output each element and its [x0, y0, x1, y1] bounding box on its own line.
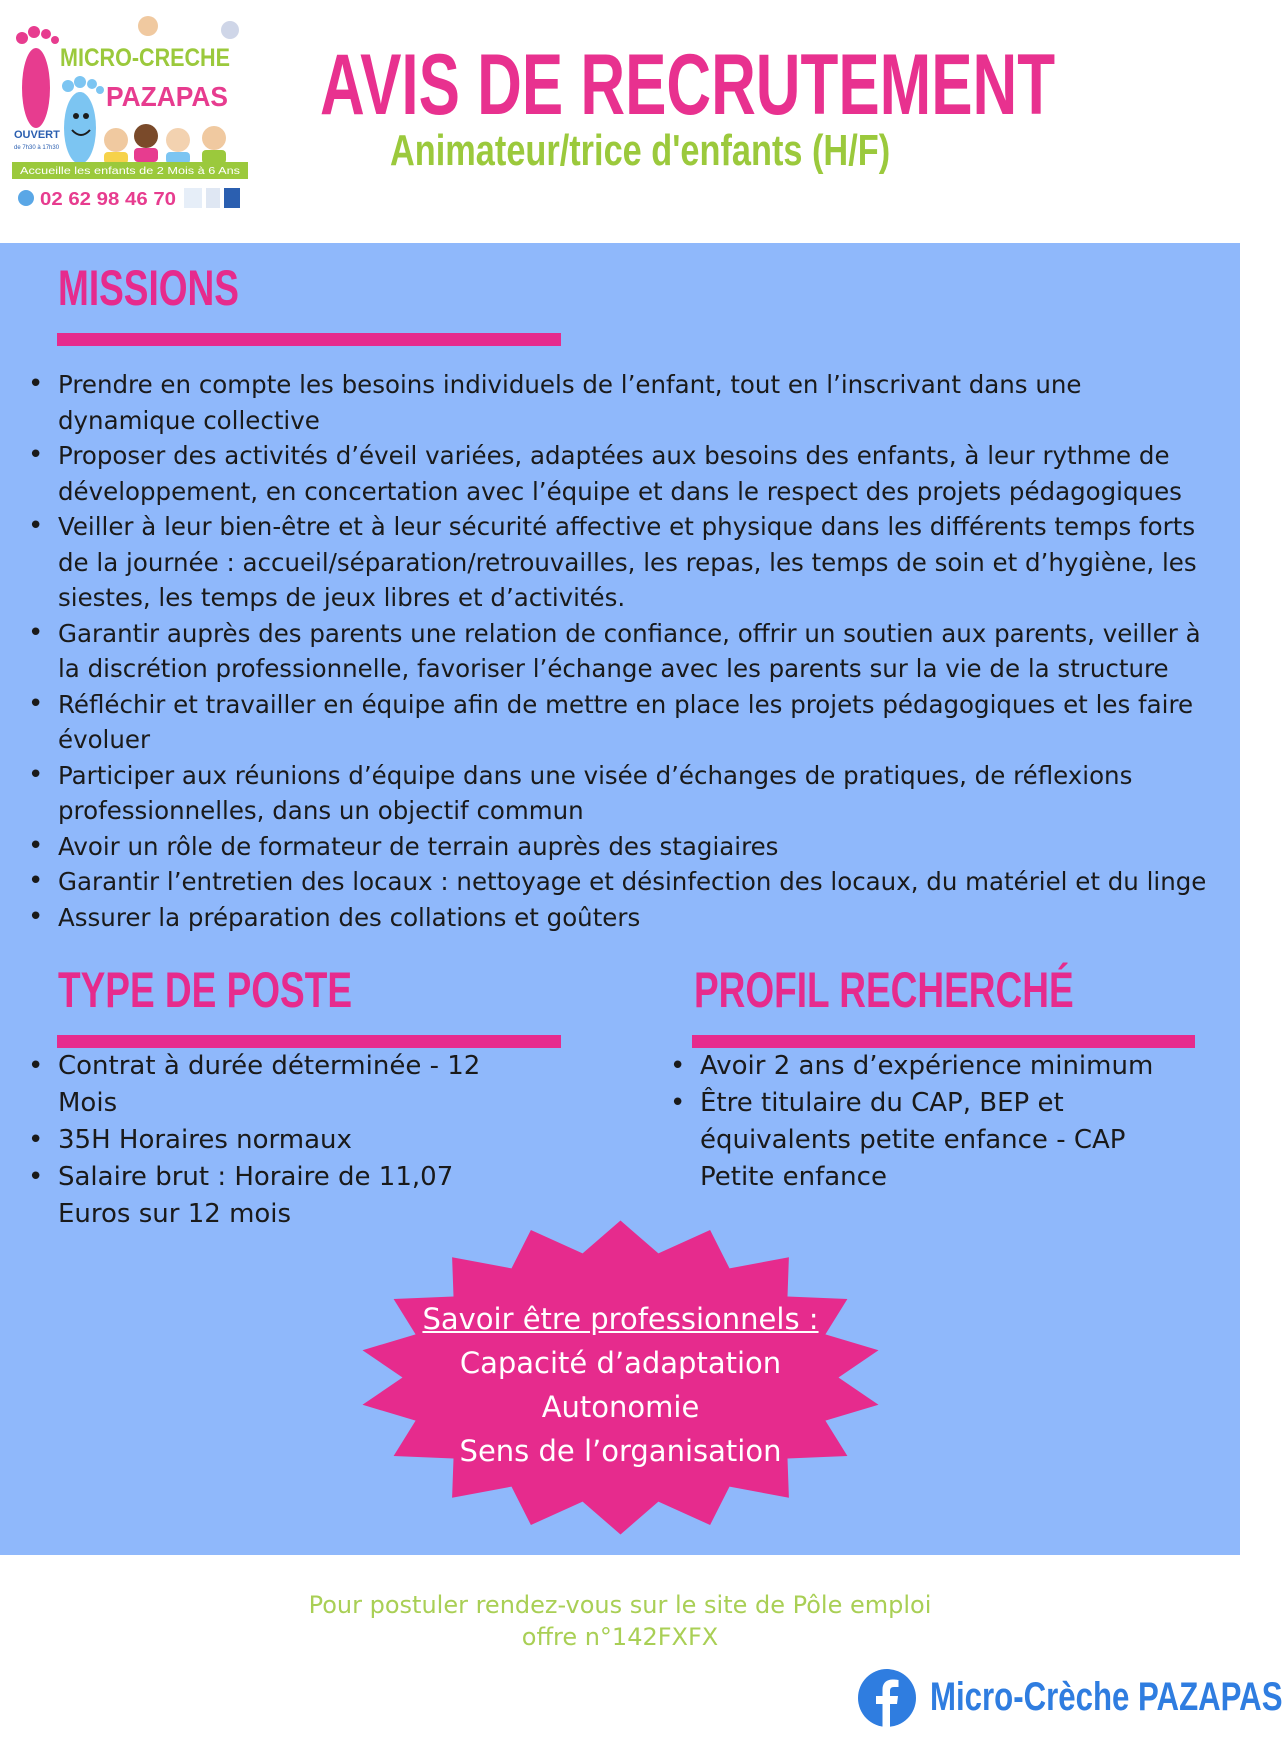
savoir-etre-item: Autonomie [541, 1390, 700, 1424]
missions-list [28, 367, 1218, 935]
list-item: • Garantir auprès des parents une relation de confiance, offrir un soutien aux parents, veiller à la discrétion professionnelle, favoriser l’échange avec les parents sur la vie de la structure [28, 616, 1218, 687]
logo-line1: MICRO-CRECHE [60, 44, 230, 72]
list-item: • 35H Horaires normaux [28, 1122, 528, 1159]
type-poste-divider [57, 1035, 561, 1048]
apply-line-1: Pour postuler rendez-vous sur le site de Pôle emploi [308, 1591, 932, 1619]
apply-instructions [0, 1589, 1240, 1653]
type-poste-heading: TYPE DE POSTE [58, 962, 353, 1018]
list-item: • Assurer la préparation des collations et goûters [28, 900, 1218, 936]
list-item: • Avoir 2 ans d’expérience minimum [670, 1048, 1190, 1085]
list-item: • Participer aux réunions d’équipe dans une visée d’échanges de pratiques, de réflexions professionnelles, dans un objectif commun [28, 758, 1218, 829]
creche-logo [8, 8, 262, 230]
partner-logo-1 [184, 188, 202, 208]
savoir-etre-box [358, 1297, 883, 1473]
list-item: • Être titulaire du CAP, BEP et équivalents petite enfance - CAP Petite enfance [670, 1085, 1190, 1196]
phone-icon [18, 190, 34, 206]
savoir-etre-item: Capacité d’adaptation [459, 1346, 782, 1380]
missions-heading: MISSIONS [58, 260, 239, 316]
logo-ribbon: Accueille les enfants de 2 Mois à 6 Ans [20, 166, 240, 177]
partner-logo-2 [206, 188, 220, 208]
list-item: • Réfléchir et travailler en équipe afin de mettre en place les projets pédagogiques et les faire évoluer [28, 687, 1218, 758]
missions-divider [57, 333, 561, 346]
savoir-etre-title: Savoir être professionnels : [422, 1302, 819, 1336]
logo-phone: 02 62 98 46 70 [40, 189, 176, 209]
logo-open: OUVERT [14, 129, 60, 141]
page-subtitle: Animateur/trice d'enfants (H/F) [390, 126, 891, 175]
profil-list [670, 1048, 1190, 1196]
logo-line2: PAZAPAS [106, 81, 228, 112]
facebook-page-name[interactable]: Micro-Crèche PAZAPAS [930, 1675, 1283, 1719]
list-item: • Avoir un rôle de formateur de terrain auprès des stagiaires [28, 829, 1218, 865]
facebook-icon[interactable] [857, 1668, 917, 1728]
logo-hours: de 7h30 à 17h30 [14, 145, 60, 151]
list-item: • Proposer des activités d’éveil variées, adaptées aux besoins des enfants, à leur rythme de développement, en concertation avec l’équipe et dans le respect des projets pédagogiques [28, 438, 1218, 509]
partner-logo-3 [224, 188, 240, 208]
list-item: • Veiller à leur bien-être et à leur sécurité affective et physique dans les différents temps forts de la journée : accueil/séparation/retrouvailles, les repas, les temps de soin et d’hygiène, les siestes, les temps de jeux libres et d’activités. [28, 509, 1218, 616]
profil-heading: PROFIL RECHERCHÉ [694, 962, 1074, 1018]
list-item: • Contrat à durée déterminée - 12 Mois [28, 1048, 528, 1122]
header [0, 0, 1240, 240]
page-title: AVIS DE RECRUTEMENT [320, 37, 1056, 133]
apply-line-2: offre n°142FXFX [521, 1623, 719, 1651]
savoir-etre-item: Sens de l’organisation [459, 1434, 782, 1468]
list-item: • Salaire brut : Horaire de 11,07 Euros sur 12 mois [28, 1159, 528, 1233]
type-poste-list [28, 1048, 528, 1233]
list-item: • Prendre en compte les besoins individuels de l’enfant, tout en l’inscrivant dans une dynamique collective [28, 367, 1218, 438]
profil-divider [692, 1035, 1195, 1048]
list-item: • Garantir l’entretien des locaux : nettoyage et désinfection des locaux, du matériel et du linge [28, 864, 1218, 900]
